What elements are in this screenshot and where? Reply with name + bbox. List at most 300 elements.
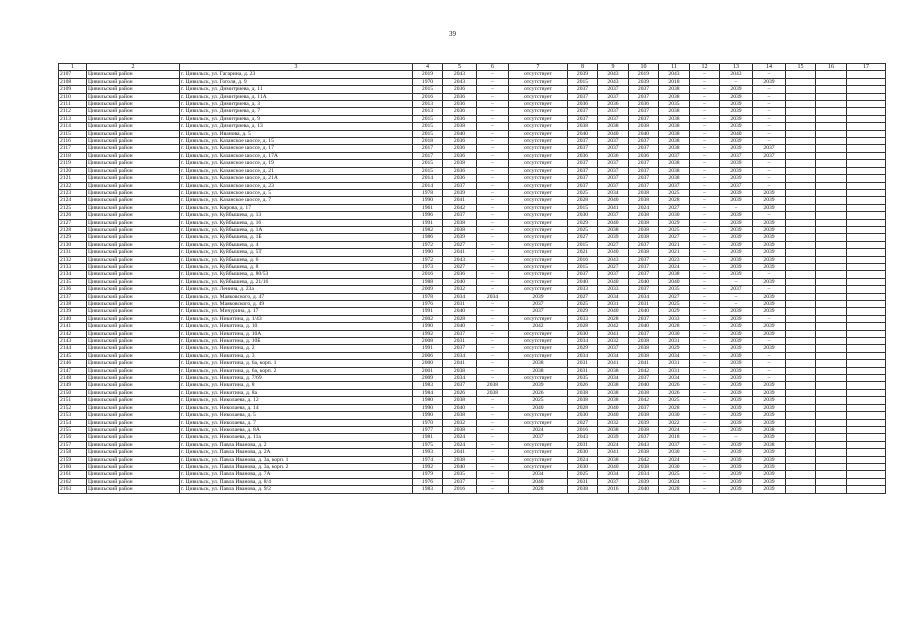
table-cell-col-15 — [786, 330, 816, 337]
table-cell-col-1: 2124 — [59, 197, 87, 204]
table-cell-col-9: 2040 — [598, 219, 629, 226]
table-cell-col-9: 2041 — [598, 330, 629, 337]
table-cell-col-9: 2038 — [598, 389, 629, 396]
table-cell-col-12: – — [690, 138, 720, 145]
table-cell-col-7: отсутствует — [509, 101, 568, 108]
table-cell-col-10: 2038 — [629, 249, 659, 256]
table-cell-col-4: 1974 — [413, 456, 443, 463]
table-row — [59, 226, 886, 233]
table-cell-col-17 — [847, 426, 886, 433]
table-cell-col-12: – — [690, 189, 720, 196]
table-cell-col-3: г. Цивильск, ул. Никитина, д. 10 — [180, 323, 413, 330]
table-cell-col-3: г. Цивильск, ул. Гоголя, д. 9 — [180, 78, 413, 85]
table-cell-col-13: 2039 — [720, 308, 753, 315]
table-cell-col-16 — [816, 167, 847, 174]
table-cell-col-17 — [847, 78, 886, 85]
table-cell-col-3: г. Цивильск, ул. Никитина, д. 8 — [180, 382, 413, 389]
table-cell-col-7: отсутствует — [509, 71, 568, 78]
table-cell-col-17 — [847, 182, 886, 189]
table-cell-col-6: – — [477, 426, 509, 433]
table-row — [59, 338, 886, 345]
table-cell-col-6: – — [477, 71, 509, 78]
table-cell-col-14: 2039 — [753, 486, 786, 493]
table-cell-col-2: Цивильский район — [87, 338, 180, 345]
table-cell-col-4: 1977 — [413, 426, 443, 433]
table-cell-col-5: 2043 — [443, 71, 477, 78]
table-cell-col-3: г. Цивильск, ул. Павла Иванова, д. 7А — [180, 471, 413, 478]
table-cell-col-1: 2135 — [59, 278, 87, 285]
table-cell-col-13: 2039 — [720, 345, 753, 352]
table-cell-col-3: г. Цивильск, ул. Павла Иванова, д. 3а, корп. 2 — [180, 463, 413, 470]
table-cell-col-6: – — [477, 138, 509, 145]
table-cell-col-11: 2018 — [659, 434, 690, 441]
column-header-3: 3 — [180, 64, 413, 71]
table-cell-col-15 — [786, 389, 816, 396]
table-cell-col-3: г. Цивильск, ул. Казанское шоссе, д. 17А — [180, 152, 413, 159]
table-cell-col-13: 2039 — [720, 138, 753, 145]
table-cell-col-2: Цивильский район — [87, 71, 180, 78]
table-cell-col-4: 1993 — [413, 449, 443, 456]
table-cell-col-1: 2134 — [59, 271, 87, 278]
table-row — [59, 301, 886, 308]
table-cell-col-1: 2108 — [59, 78, 87, 85]
table-cell-col-8: 2031 — [568, 478, 598, 485]
table-cell-col-9: 2040 — [598, 463, 629, 470]
table-cell-col-8: 2031 — [568, 360, 598, 367]
table-cell-col-8: 2037 — [568, 182, 598, 189]
table-cell-col-14: 2039 — [753, 404, 786, 411]
table-cell-col-8: 2030 — [568, 412, 598, 419]
table-cell-col-7: отсутствует — [509, 160, 568, 167]
table-cell-col-8: 2040 — [568, 278, 598, 285]
table-cell-col-10: 2039 — [629, 419, 659, 426]
table-cell-col-12: – — [690, 78, 720, 85]
table-cell-col-10: 2037 — [629, 108, 659, 115]
table-cell-col-3: г. Цивильск, ул. Казанское шоссе, д. 21 — [180, 167, 413, 174]
table-cell-col-15 — [786, 175, 816, 182]
table-cell-col-2: Цивильский район — [87, 441, 180, 448]
table-cell-col-1: 2131 — [59, 249, 87, 256]
table-cell-col-10: 2039 — [629, 78, 659, 85]
table-cell-col-10: 2037 — [629, 175, 659, 182]
table-cell-col-16 — [816, 115, 847, 122]
table-cell-col-11: 2034 — [659, 352, 690, 359]
table-cell-col-17 — [847, 130, 886, 137]
table-cell-col-17 — [847, 315, 886, 322]
table-cell-col-4: 2015 — [413, 130, 443, 137]
table-cell-col-8: 2034 — [568, 352, 598, 359]
table-cell-col-12: – — [690, 301, 720, 308]
table-cell-col-10: 2038 — [629, 449, 659, 456]
table-cell-col-16 — [816, 449, 847, 456]
table-cell-col-5: 2040 — [443, 308, 477, 315]
table-cell-col-4: 1981 — [413, 434, 443, 441]
table-cell-col-15 — [786, 219, 816, 226]
table-cell-col-7: отсутствует — [509, 108, 568, 115]
table-cell-col-1: 2127 — [59, 219, 87, 226]
table-cell-col-15 — [786, 241, 816, 248]
table-cell-col-14: 2039 — [753, 412, 786, 419]
table-cell-col-16 — [816, 108, 847, 115]
table-cell-col-10: 2037 — [629, 138, 659, 145]
table-cell-col-12: – — [690, 241, 720, 248]
table-cell-col-8: 2026 — [568, 382, 598, 389]
table-cell-col-12: – — [690, 108, 720, 115]
table-cell-col-16 — [816, 241, 847, 248]
table-cell-col-3: г. Цивильск, ул. Павла Иванова, д. 3а, корп. 1 — [180, 456, 413, 463]
table-cell-col-16 — [816, 86, 847, 93]
column-header-13: 13 — [720, 64, 753, 71]
table-cell-col-12: – — [690, 212, 720, 219]
table-cell-col-5: 2038 — [443, 160, 477, 167]
table-cell-col-4: 2016 — [413, 271, 443, 278]
table-cell-col-17 — [847, 234, 886, 241]
table-cell-col-16 — [816, 412, 847, 419]
table-cell-col-4: 1990 — [413, 323, 443, 330]
table-cell-col-13: 2039 — [720, 226, 753, 233]
table-cell-col-11: 2038 — [659, 138, 690, 145]
table-cell-col-2: Цивильский район — [87, 241, 180, 248]
table-cell-col-2: Цивильский район — [87, 278, 180, 285]
table-cell-col-8: 2038 — [568, 397, 598, 404]
table-cell-col-13: 2039 — [720, 263, 753, 270]
table-row — [59, 130, 886, 137]
table-cell-col-10: 2024 — [629, 204, 659, 211]
table-cell-col-10: 2038 — [629, 352, 659, 359]
table-cell-col-8: 2030 — [568, 330, 598, 337]
table-cell-col-16 — [816, 263, 847, 270]
table-row — [59, 463, 886, 470]
table-cell-col-9: 2037 — [598, 212, 629, 219]
table-cell-col-1: 2163 — [59, 486, 87, 493]
table-cell-col-15 — [786, 256, 816, 263]
table-cell-col-7: 2040 — [509, 478, 568, 485]
table-cell-col-3: г. Цивильск, ул. Куйбышева, д. 5Т — [180, 249, 413, 256]
table-cell-col-7: отсутствует — [509, 212, 568, 219]
table-cell-col-8: 2036 — [568, 152, 598, 159]
table-cell-col-5: 2043 — [443, 78, 477, 85]
table-cell-col-1: 2121 — [59, 175, 87, 182]
table-cell-col-11: 2038 — [659, 115, 690, 122]
table-cell-col-6: – — [477, 434, 509, 441]
column-header-10: 10 — [629, 64, 659, 71]
table-cell-col-4: 2015 — [413, 86, 443, 93]
table-cell-col-16 — [816, 478, 847, 485]
table-cell-col-7: 2024 — [509, 426, 568, 433]
table-cell-col-10: 2038 — [629, 123, 659, 130]
table-cell-col-15 — [786, 86, 816, 93]
table-cell-col-16 — [816, 471, 847, 478]
table-cell-col-17 — [847, 486, 886, 493]
table-cell-col-4: 1991 — [413, 219, 443, 226]
table-cell-col-15 — [786, 367, 816, 374]
table-cell-col-5: 2041 — [443, 449, 477, 456]
table-cell-col-10: 2037 — [629, 93, 659, 100]
table-cell-col-13: – — [720, 293, 753, 300]
table-cell-col-17 — [847, 123, 886, 130]
table-cell-col-10: 2040 — [629, 308, 659, 315]
table-cell-col-6: – — [477, 271, 509, 278]
table-cell-col-6: – — [477, 315, 509, 322]
table-cell-col-7: отсутствует — [509, 226, 568, 233]
table-cell-col-8: 2027 — [568, 234, 598, 241]
table-cell-col-17 — [847, 338, 886, 345]
table-cell-col-8: 2037 — [568, 115, 598, 122]
table-cell-col-16 — [816, 367, 847, 374]
table-cell-col-1: 2153 — [59, 412, 87, 419]
table-cell-col-2: Цивильский район — [87, 123, 180, 130]
table-cell-col-14: – — [753, 101, 786, 108]
table-cell-col-11: 2033 — [659, 315, 690, 322]
table-cell-col-3: г. Цивильск, ул. Димитриева, д. 9 — [180, 115, 413, 122]
table-cell-col-8: 2037 — [568, 86, 598, 93]
table-cell-col-2: Цивильский район — [87, 234, 180, 241]
table-row — [59, 456, 886, 463]
table-cell-col-11: 2038 — [659, 108, 690, 115]
table-cell-col-1: 2143 — [59, 338, 87, 345]
table-cell-col-10: 2031 — [629, 301, 659, 308]
table-cell-col-2: Цивильский район — [87, 412, 180, 419]
table-cell-col-15 — [786, 115, 816, 122]
table-cell-col-17 — [847, 189, 886, 196]
table-cell-col-9: 2037 — [598, 86, 629, 93]
table-cell-col-8: 2043 — [568, 434, 598, 441]
table-cell-col-1: 2160 — [59, 463, 87, 470]
table-cell-col-17 — [847, 323, 886, 330]
table-cell-col-6: – — [477, 197, 509, 204]
table-cell-col-7: отсутствует — [509, 78, 568, 85]
table-cell-col-14: – — [753, 182, 786, 189]
table-cell-col-11: 2035 — [659, 286, 690, 293]
column-header-5: 5 — [443, 64, 477, 71]
table-cell-col-14: 2039 — [753, 456, 786, 463]
table-cell-col-13: 2039 — [720, 271, 753, 278]
table-cell-col-2: Цивильский район — [87, 219, 180, 226]
table-cell-col-13: 2039 — [720, 93, 753, 100]
table-cell-col-12: – — [690, 130, 720, 137]
table-cell-col-16 — [816, 278, 847, 285]
table-cell-col-16 — [816, 456, 847, 463]
table-cell-col-6: – — [477, 338, 509, 345]
table-cell-col-14: 2039 — [753, 434, 786, 441]
table-cell-col-3: г. Цивильск, ул. Павла Иванова, д. 2 — [180, 441, 413, 448]
table-cell-col-12: – — [690, 71, 720, 78]
table-cell-col-11: 2037 — [659, 182, 690, 189]
table-cell-col-14: 2038 — [753, 426, 786, 433]
table-cell-col-11: 2025 — [659, 301, 690, 308]
table-cell-col-13: 2039 — [720, 471, 753, 478]
table-cell-col-7: отсутствует — [509, 234, 568, 241]
table-cell-col-11: 2021 — [659, 249, 690, 256]
table-cell-col-10: 2038 — [629, 338, 659, 345]
table-row — [59, 101, 886, 108]
table-cell-col-17 — [847, 212, 886, 219]
table-cell-col-2: Цивильский район — [87, 271, 180, 278]
table-cell-col-6: – — [477, 419, 509, 426]
table-cell-col-2: Цивильский район — [87, 204, 180, 211]
table-row — [59, 323, 886, 330]
table-cell-col-4: 2015 — [413, 123, 443, 130]
table-cell-col-10: 2037 — [629, 115, 659, 122]
table-cell-col-13: 2039 — [720, 212, 753, 219]
table-cell-col-13: 2039 — [720, 323, 753, 330]
table-cell-col-4: 1970 — [413, 419, 443, 426]
table-cell-col-8: 2037 — [568, 271, 598, 278]
table-cell-col-12: – — [690, 226, 720, 233]
table-cell-col-15 — [786, 130, 816, 137]
table-cell-col-14: – — [753, 138, 786, 145]
table-cell-col-17 — [847, 419, 886, 426]
table-cell-col-4: 1961 — [413, 204, 443, 211]
table-cell-col-4: 2009 — [413, 286, 443, 293]
table-cell-col-5: 2037 — [443, 478, 477, 485]
table-cell-col-1: 2113 — [59, 115, 87, 122]
table-cell-col-14: – — [753, 338, 786, 345]
table-cell-col-1: 2144 — [59, 345, 87, 352]
table-cell-col-7: отсутствует — [509, 152, 568, 159]
table-cell-col-11: 2038 — [659, 271, 690, 278]
table-cell-col-12: – — [690, 308, 720, 315]
table-cell-col-15 — [786, 293, 816, 300]
table-cell-col-12: – — [690, 360, 720, 367]
table-cell-col-13: 2039 — [720, 175, 753, 182]
table-cell-col-11: 2026 — [659, 382, 690, 389]
table-cell-col-14: – — [753, 123, 786, 130]
table-cell-col-7: отсутствует — [509, 249, 568, 256]
table-cell-col-1: 2129 — [59, 234, 87, 241]
table-cell-col-4: 2017 — [413, 152, 443, 159]
table-cell-col-8: 2040 — [568, 130, 598, 137]
table-cell-col-8: 2025 — [568, 226, 598, 233]
table-cell-col-2: Цивильский район — [87, 323, 180, 330]
table-cell-col-2: Цивильский район — [87, 115, 180, 122]
table-cell-col-8: 2037 — [568, 93, 598, 100]
table-cell-col-3: г. Цивильск, ул. Димитриева, д. 3 — [180, 101, 413, 108]
table-cell-col-10: 2037 — [629, 330, 659, 337]
table-cell-col-4: 1990 — [413, 412, 443, 419]
table-cell-col-8: 2015 — [568, 241, 598, 248]
table-cell-col-16 — [816, 434, 847, 441]
table-cell-col-4: 1992 — [413, 330, 443, 337]
table-cell-col-13: 2043 — [720, 71, 753, 78]
table-cell-col-3: г. Цивильск, ул. Казанское шоссе, д. 21А — [180, 175, 413, 182]
table-cell-col-15 — [786, 123, 816, 130]
table-cell-col-8: 2035 — [568, 375, 598, 382]
table-cell-col-13: 2039 — [720, 367, 753, 374]
table-cell-col-12: – — [690, 219, 720, 226]
table-cell-col-6: – — [477, 130, 509, 137]
table-cell-col-13: 2039 — [720, 449, 753, 456]
table-cell-col-6: – — [477, 182, 509, 189]
table-cell-col-8: 2038 — [568, 389, 598, 396]
table-cell-col-16 — [816, 204, 847, 211]
table-cell-col-12: – — [690, 375, 720, 382]
table-cell-col-1: 2125 — [59, 204, 87, 211]
table-cell-col-14: – — [753, 286, 786, 293]
table-cell-col-1: 2155 — [59, 426, 87, 433]
table-cell-col-5: 2039 — [443, 189, 477, 196]
table-cell-col-14: – — [753, 71, 786, 78]
table-cell-col-3: г. Цивильск, ул. Никитина, д. 10А — [180, 330, 413, 337]
table-cell-col-15 — [786, 212, 816, 219]
table-cell-col-3: г. Цивильск, ул. Николаева, д. 8А — [180, 426, 413, 433]
table-cell-col-11: 2025 — [659, 471, 690, 478]
table-cell-col-1: 2128 — [59, 226, 87, 233]
table-cell-col-10: 2042 — [629, 367, 659, 374]
table-cell-col-5: 2040 — [443, 130, 477, 137]
table-cell-col-1: 2140 — [59, 315, 87, 322]
table-cell-col-6: – — [477, 301, 509, 308]
table-cell-col-2: Цивильский район — [87, 456, 180, 463]
table-cell-col-11: 2037 — [659, 152, 690, 159]
table-cell-col-11: 2038 — [659, 93, 690, 100]
table-cell-col-13: 2039 — [720, 249, 753, 256]
table-cell-col-9: 2038 — [598, 123, 629, 130]
table-cell-col-16 — [816, 93, 847, 100]
table-cell-col-11: 2038 — [659, 175, 690, 182]
table-row — [59, 71, 886, 78]
table-cell-col-7: отсутствует — [509, 412, 568, 419]
table-cell-col-4: 2017 — [413, 145, 443, 152]
table-cell-col-11: 2030 — [659, 330, 690, 337]
table-cell-col-2: Цивильский район — [87, 463, 180, 470]
table-cell-col-3: г. Цивильск, ул. Ленина, д. 23а — [180, 286, 413, 293]
table-cell-col-12: – — [690, 115, 720, 122]
table-cell-col-12: – — [690, 293, 720, 300]
table-cell-col-16 — [816, 212, 847, 219]
table-cell-col-2: Цивильский район — [87, 389, 180, 396]
table-cell-col-8: 2029 — [568, 219, 598, 226]
table-cell-col-10: 2041 — [629, 360, 659, 367]
table-cell-col-13: 2039 — [720, 160, 753, 167]
table-cell-col-5: 2031 — [443, 338, 477, 345]
table-cell-col-1: 2162 — [59, 478, 87, 485]
table-cell-col-17 — [847, 219, 886, 226]
table-cell-col-8: 2034 — [568, 338, 598, 345]
table-cell-col-13: 2039 — [720, 486, 753, 493]
table-cell-col-16 — [816, 123, 847, 130]
table-cell-col-8: 2037 — [568, 138, 598, 145]
table-cell-col-6: – — [477, 189, 509, 196]
table-cell-col-9: 2039 — [598, 434, 629, 441]
table-cell-col-9: 2037 — [598, 115, 629, 122]
table-cell-col-12: – — [690, 323, 720, 330]
table-cell-col-7: 2034 — [509, 471, 568, 478]
table-cell-col-9: 2037 — [598, 167, 629, 174]
table-cell-col-8: 2029 — [568, 345, 598, 352]
table-cell-col-9: 2028 — [598, 315, 629, 322]
table-cell-col-3: г. Цивильск, ул. Маяковского, д. 47 — [180, 293, 413, 300]
table-cell-col-4: 2008 — [413, 338, 443, 345]
table-cell-col-13: – — [720, 78, 753, 85]
table-cell-col-16 — [816, 138, 847, 145]
table-cell-col-9: 2040 — [598, 412, 629, 419]
table-cell-col-4: 1976 — [413, 301, 443, 308]
table-cell-col-13: 2039 — [720, 241, 753, 248]
table-cell-col-2: Цивильский район — [87, 352, 180, 359]
table-cell-col-3: г. Цивильск, ул. Казанское шоссе, д. 17 — [180, 145, 413, 152]
table-cell-col-15 — [786, 182, 816, 189]
table-cell-col-16 — [816, 293, 847, 300]
table-cell-col-6: – — [477, 412, 509, 419]
table-cell-col-6: – — [477, 286, 509, 293]
table-cell-col-3: г. Цивильск, ул. Николаева, д. 7 — [180, 419, 413, 426]
table-cell-col-3: г. Цивильск, ул. Димитриева, д. 11А — [180, 93, 413, 100]
table-cell-col-9: 2043 — [598, 71, 629, 78]
table-cell-col-14: 2039 — [753, 197, 786, 204]
table-cell-col-17 — [847, 271, 886, 278]
table-cell-col-16 — [816, 323, 847, 330]
